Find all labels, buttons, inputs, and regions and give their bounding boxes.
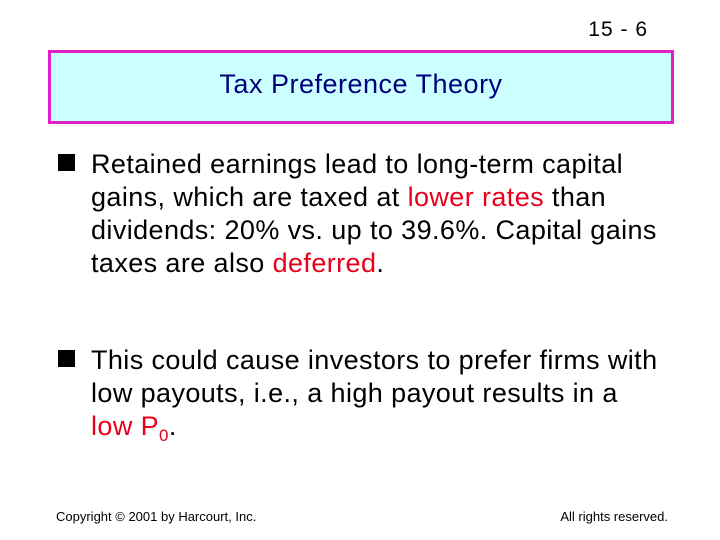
- bullet-2-subscript-zero: 0: [159, 426, 169, 445]
- bullet-2-highlight-low-p: low P: [91, 411, 160, 441]
- bullet-item-2: [58, 344, 658, 443]
- bullet-1-highlight-deferred: deferred: [272, 248, 377, 278]
- bullet-2-text-part: .: [168, 411, 177, 441]
- bullet-2-text-part: This could cause investors to prefer firms with low payouts, i.e., a high payout results in a: [91, 345, 658, 408]
- bullet-1-text-part: Retained earnings lead to long-term capital gains, which are taxed at: [91, 149, 624, 212]
- rights-footer: All rights reserved.: [560, 509, 668, 524]
- bullet-text-2: [91, 344, 658, 443]
- slide-number: 15 - 6: [588, 18, 648, 41]
- slide-title: Tax Preference Theory: [219, 68, 503, 99]
- square-bullet-icon: [58, 350, 75, 367]
- bullet-1-highlight-lower-rates: lower rates: [407, 182, 545, 212]
- title-box: [48, 50, 674, 124]
- bullet-text-1: [91, 148, 658, 280]
- square-bullet-icon: [58, 154, 75, 171]
- copyright-footer: Copyright © 2001 by Harcourt, Inc.: [56, 509, 257, 524]
- bullet-1-text-part: than dividends: 20% vs. up to 39.6%. Capital gains taxes are also: [91, 182, 657, 278]
- bullet-item-1: [58, 148, 658, 280]
- bullet-1-text-part: .: [376, 248, 385, 278]
